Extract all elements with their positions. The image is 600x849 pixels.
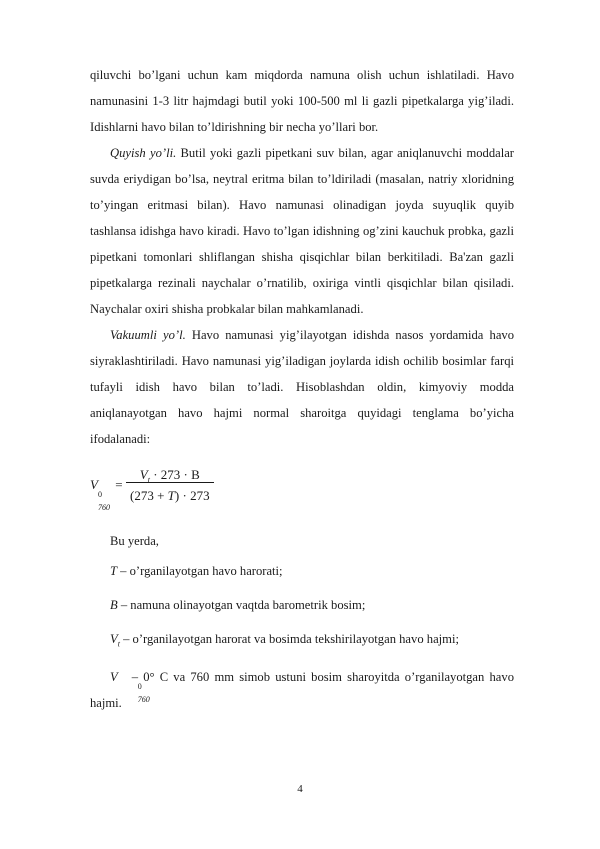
- definition-B: B – namuna olinayotgan vaqtda barometrik bosim;: [110, 598, 366, 612]
- formula-lhs-sub: 760: [97, 503, 110, 512]
- page-body: [90, 62, 514, 716]
- formula-lhs: [90, 472, 123, 512]
- formula-equals: =: [115, 477, 123, 492]
- definition-T: T – o’rganilayotgan havo harorati;: [110, 564, 283, 578]
- volume-formula: [90, 462, 514, 520]
- paragraph-2-lead: Quyish yo’li.: [110, 146, 177, 160]
- page-number: 4: [297, 783, 303, 795]
- definition-V0: V 0 760 – 0° C va 760 mm simob ustuni bosim sharoyitda o’rganilayotgan havo hajmi.: [90, 670, 514, 710]
- formula-fraction: [126, 462, 214, 509]
- paragraph-1: qiluvchi bo’lgani uchun kam miqdorda namuna olish uchun ishlatiladi. Havo namunasini 1-3 litr hajmdagi butil yoki 100-500 ml li gazli pipetkalarga yig’iladi. Idishlarni havo bilan to’ldirishning bir necha yo’llari bor.: [90, 68, 514, 134]
- paragraph-3-text: Havo namunasi yig’ilayotgan idishda nasos yordamida havo siyraklashtiriladi. Havo namunasi yig’iladigan joylarda idish ochilib bosimlar farqi tufayli idish havo bilan to’ladi. Hisoblashdan oldin, kimyoviy modda aniqlanayotgan havo hajmi normal sharoitga quyidagi tenglama bo’yicha ifodalanadi:: [90, 328, 515, 446]
- definitions-intro: Bu yerda,: [110, 534, 159, 548]
- paragraph-2-text: Butil yoki gazli pipetkani suv bilan, agar aniqlanuvchi moddalar suvda eriydigan bo’lsa, neytral eritma bilan to’ldiriladi (masalan, natriy xloridning to’yingan eritmasi bilan). Havo namunasi olinadigan joyda suyuqlik quyib tashlansa idishga havo kiradi. Havo to’lgan idishning og’zini kauchuk probka, gazli pipetkani tomonlari shliflangan shisha qisqichlar bilan berkitiladi. Ba'zan gazli pipetkalarga rezinali naychalar o’rnatilib, oxiriga vintli qisqichlar bilan qisiladi. Naychalar oxiri shisha probkalar bilan mahkamlanadi.: [90, 146, 514, 316]
- formula-lhs-symbol: V: [90, 477, 98, 492]
- paragraph-2: [90, 140, 514, 322]
- formula-lhs-sup: 0: [97, 490, 102, 499]
- paragraph-3: [90, 322, 514, 452]
- formula-denominator: (273 + T) · 273: [130, 488, 210, 503]
- formula-numerator: $V_t \cdot 273 \cdot B$: [139, 467, 200, 485]
- paragraph-3-lead: Vakuumli yo’l.: [110, 328, 186, 342]
- definition-Vt: $V_t$ – o’rganilayotgan harorat va bosimda tekshirilayotgan havo hajmi;: [110, 632, 459, 649]
